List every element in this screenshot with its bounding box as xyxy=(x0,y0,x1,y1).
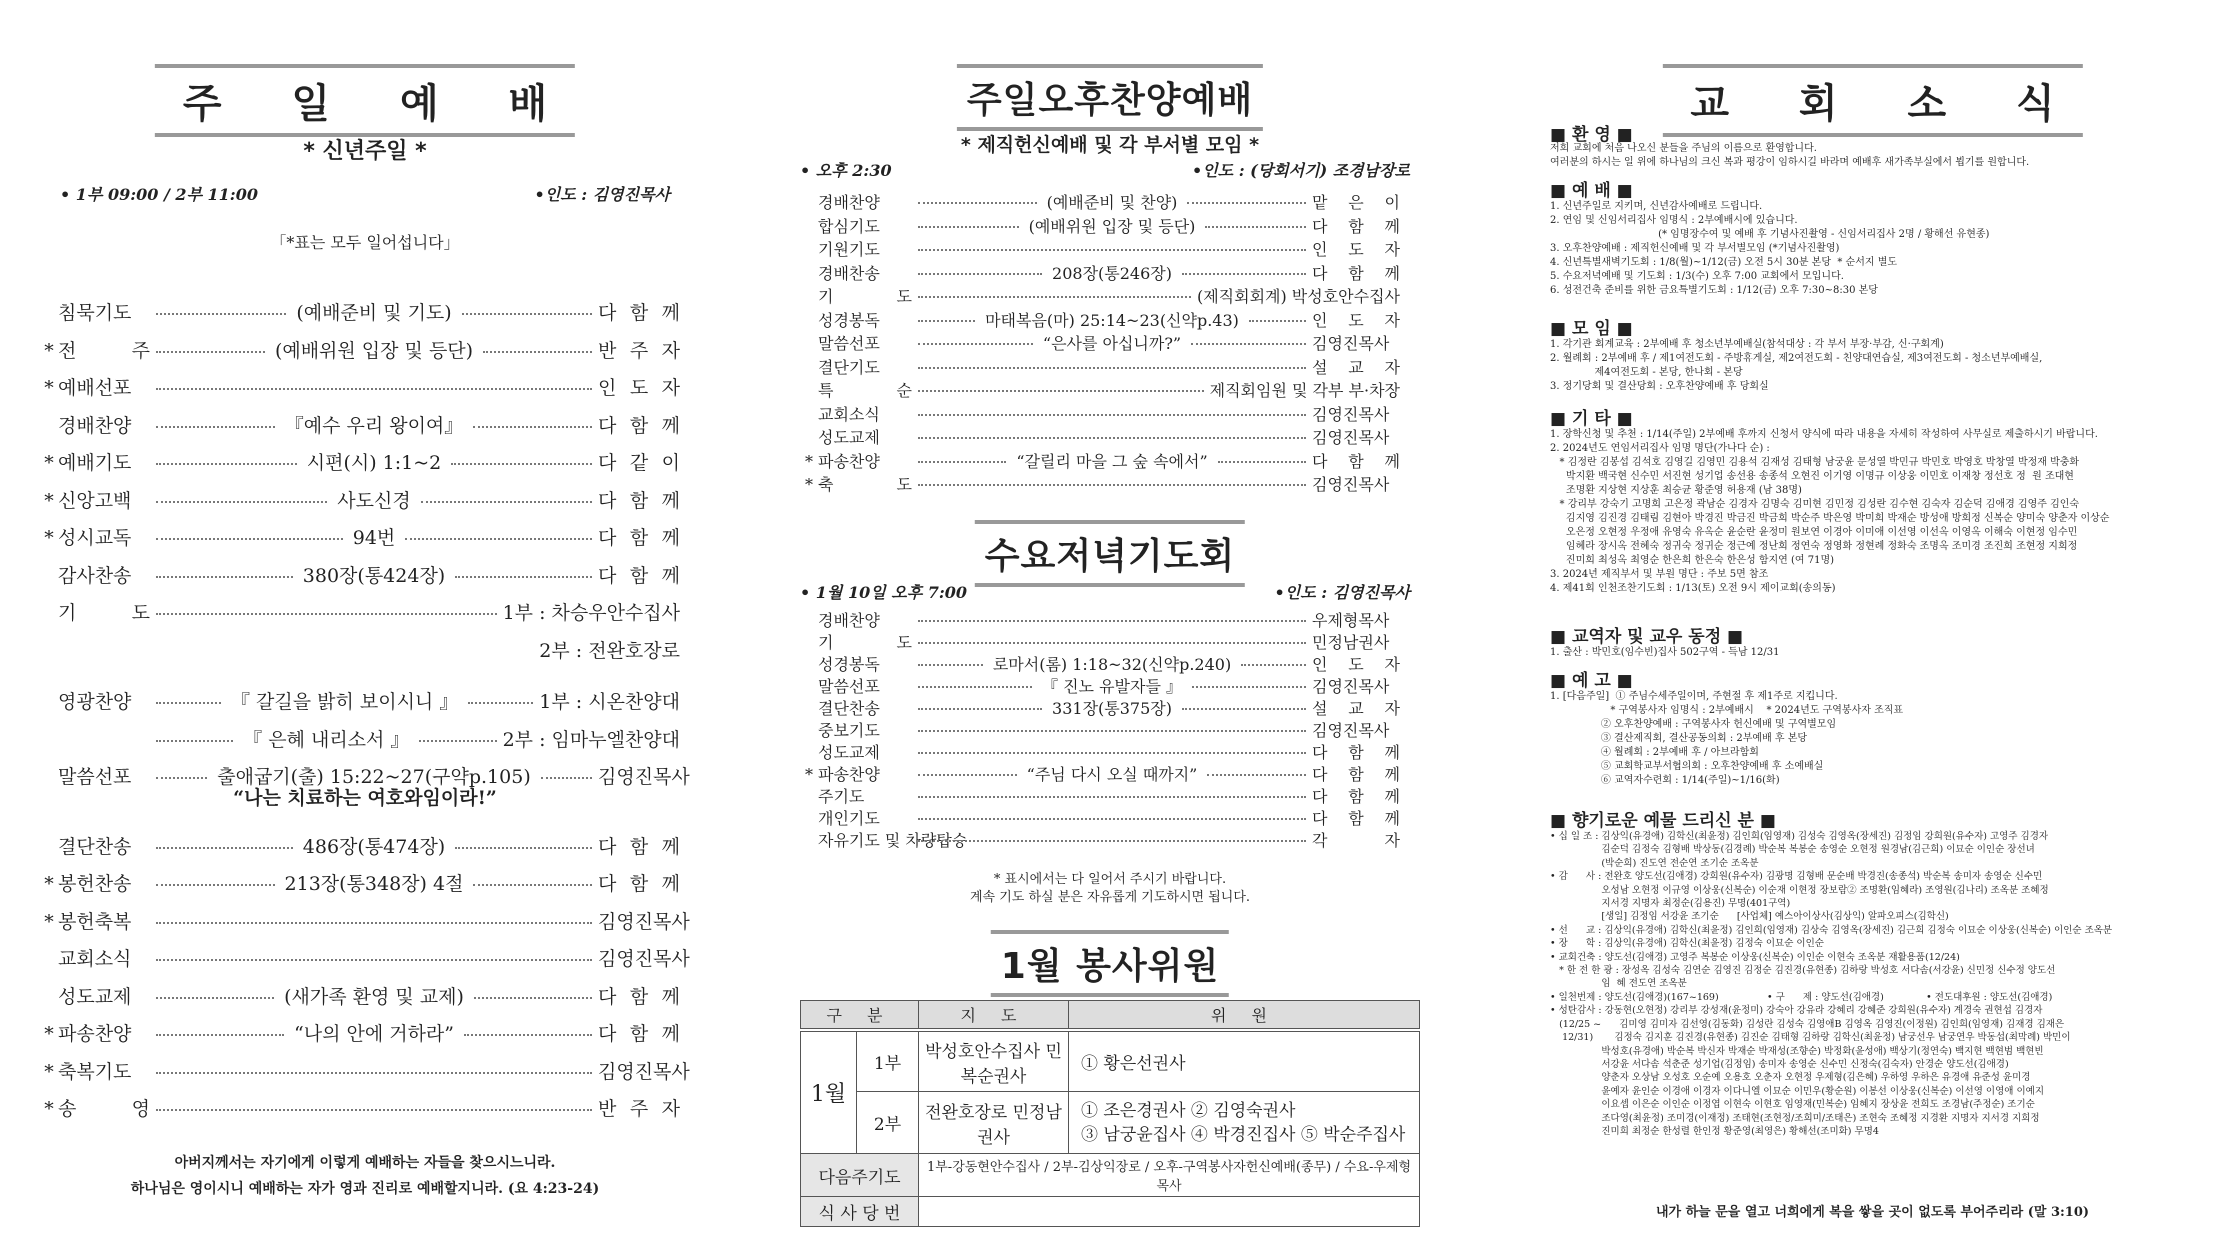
order-person: 1부 : 차승우안수집사 xyxy=(502,602,680,624)
order-person: 다 함 께 xyxy=(1312,451,1401,471)
order-content: 208장(통246장) xyxy=(1052,263,1172,283)
leader-dots xyxy=(462,313,592,315)
leader-dots xyxy=(156,740,233,742)
order-content: (새가족 환영 및 교제) xyxy=(284,985,464,1008)
order-row xyxy=(40,725,680,752)
afternoon-time: • 오후 2:30 xyxy=(800,161,892,180)
leader-dots xyxy=(918,226,1019,228)
order-label: 기 도 xyxy=(818,287,912,306)
order-label: 경배찬양 xyxy=(818,611,880,630)
order-row xyxy=(800,630,1400,653)
leader-dots xyxy=(156,702,221,704)
order-person: 다 함 께 xyxy=(598,414,680,437)
part-1-leader: 박성호안수집사 민복순권사 xyxy=(919,1032,1069,1092)
leader-dots xyxy=(156,463,297,465)
leader-dots xyxy=(918,390,1204,392)
leader-dots xyxy=(1241,664,1306,666)
order-label: 축복기도 xyxy=(58,1060,132,1083)
order-row xyxy=(800,214,1400,237)
leader-dots xyxy=(1207,774,1306,776)
order-person: 설 교 자 xyxy=(1312,357,1400,377)
church-news-column xyxy=(1530,0,2215,1240)
order-row xyxy=(40,944,690,971)
order-label: 말씀선포 xyxy=(818,677,880,696)
order-row xyxy=(800,784,1400,807)
order-content: 『 갈길을 밝히 보이시니 』 xyxy=(230,691,459,713)
order-person: 반 주 자 xyxy=(598,1098,680,1120)
order-row xyxy=(40,1094,680,1121)
etc-text: 1. 장학신청 및 추천 : 1/14(주일) 2부예배 후까지 신청서 양식에 따라 내용을 자세히 작성하여 사무실로 제출하시기 바랍니다. 2. 2024년도 연임서리집사 임명 명단(가나다 순) : * 김정란 김봉섭 김석호 김영길 김영민 김용석 김재성 김태형 남궁윤 문성열 박민규 박민호 박영호 박창열 박정재 박충화 박지환 백국현 신수민 서진현 성기업 송선용 송종석 오현진 이기영 이명규 이상웅 이민호 이재창 정선호 정 원 조대현 조명환 지상현 지상훈 최승균 황준영 허용재 (남 38명) * 강리부 강숙기 고명희 고은정 곽남순 김경자 김명숙 김미현 김민정 김성란 김수현 김숙자 김순덕 김애경 김영주 김인숙 김지영 김진경 김태림 김현아 박경진 박금진 박금희 박순주 박은영 박미희 박재순 방성애 방희정 신복순 양미숙 양춘자 이상순 오은정 오현정 우정애 유영숙 유옥순 윤순란 윤정미 원보연 이경아 이미애 이선영 이선옥 이영옥 이해숙 이현정 임수민 임혜라 장시옥 전혜숙 정귀숙 정귀순 정근예 정난희 정연숙 정영화 정현례 정화숙 조명옥 조미경 조진희 조현정 지희정 진미희 최성옥 최영순 한은희 한은숙 한은성 함지연 (여 71명) 3. 2024년 제직부서 및 부원 명단 : 주보 5면 참조 4. 제41회 인천조찬기도회 : 1/13(토) 오전 9시 제이교회(송의동) xyxy=(1550,429,2110,594)
service-leader: •인도 : 김영진목사 xyxy=(534,185,670,204)
order-person: 김영진목사 xyxy=(1312,334,1390,353)
news-footer: 내가 하늘 문을 열고 너희에게 복을 쌓을 곳이 없도록 부어주리라 (말 3:10) xyxy=(1655,1205,2090,1220)
leader-dots xyxy=(541,777,592,779)
order-content: 213장(통348장) 4절 xyxy=(284,873,464,895)
order-label: 성경봉독 xyxy=(818,655,880,674)
order-row xyxy=(800,402,1400,425)
order-label: 기원기도 xyxy=(818,240,880,259)
order-row xyxy=(800,425,1400,448)
order-content: 마태복음(마) 25:14~23(신약p.43) xyxy=(985,310,1239,330)
leader-dots xyxy=(1191,343,1306,345)
order-label: 말씀선포 xyxy=(818,334,880,353)
order-label: 침묵기도 xyxy=(58,302,132,324)
leader-dots xyxy=(918,840,1306,842)
worship-text: 1. 신년주일로 지키며, 신년감사예배로 드립니다. 2. 연임 및 신임서리집사 임명식 : 2부예배시에 있습니다. (* 임명장수여 및 예배 후 기념사진촬영 - 신임서리집사 2명 / 황해선 유현종) 3. 오후찬양예배 : 제직헌신예배 및 각 부서별모임 (*기념사진촬영) 4. 신년특별새벽기도회 : 1/8(월)~1/12(금) 오전 5시 30분 본당 * 순서지 별도 5. 수요저녁예배 및 기도회 : 1/3(수) 오후 7:00 교회에서 모입니다. 6. 성전건축 준비를 위한 금요특별기도회 : 1/12(금) 오후 7:30~8:30 본당 xyxy=(1550,201,1990,296)
order-row xyxy=(800,762,1400,785)
leader-dots xyxy=(473,884,592,886)
order-content: 사도신경 xyxy=(337,489,411,512)
leader-dots xyxy=(1182,708,1306,710)
stand-marker: * xyxy=(44,1098,54,1120)
order-label: 경배찬양 xyxy=(58,414,132,437)
leader-dots xyxy=(156,922,592,924)
leader-dots xyxy=(156,313,286,315)
order-row xyxy=(800,449,1400,472)
order-content: (예배준비 및 찬양) xyxy=(1046,193,1178,212)
leader-dots xyxy=(156,652,533,653)
order-label: 결단기도 xyxy=(818,357,880,377)
order-row xyxy=(800,652,1400,675)
header-leader: 지 도 xyxy=(919,1001,1069,1029)
leader-dots xyxy=(1218,461,1306,463)
order-content: “은사를 아십니까?” xyxy=(1042,334,1182,353)
leader-dots xyxy=(156,997,274,999)
order-person: 김영진목사 xyxy=(1312,428,1390,447)
staff-news-heading: ■ 교역자 및 교우 동정 ■ xyxy=(1550,627,1744,647)
order-label: 송 영 xyxy=(58,1098,150,1120)
order-row xyxy=(40,832,680,859)
sunday-worship-title: 주 일 예 배 xyxy=(155,64,575,137)
table-row xyxy=(801,1197,1420,1227)
leader-dots xyxy=(156,576,293,578)
order-content: “주님 다시 오실 때까지” xyxy=(1026,765,1198,784)
leader-dots xyxy=(918,796,1306,798)
order-row xyxy=(40,411,680,438)
leader-dots xyxy=(1182,273,1306,275)
sermon-title: “나는 치료하는 여호와임이라!” xyxy=(233,787,497,809)
order-label: 합심기도 xyxy=(818,216,880,236)
part-2-members-line-2: ③ 남궁윤집사 ④ 박경진집사 ⑤ 박순주집사 xyxy=(1081,1124,1406,1145)
month-cell: 1월 xyxy=(801,1032,857,1154)
order-row xyxy=(40,869,680,896)
leader-dots xyxy=(918,664,983,666)
order-person: 제직회임원 및 각부 부·차장 xyxy=(1209,381,1400,400)
next-prayer-value: 1부-강동현안수집사 / 2부-김상익장로 / 오후-구역봉사자헌신예배(종무) / 수요-우제형목사 xyxy=(919,1154,1420,1197)
afternoon-worship-column xyxy=(760,0,1460,1240)
order-person: 다 함 께 xyxy=(598,1023,681,1045)
staff-news-text: 1. 출산 : 박민호(임수빈)집사 502구역 - 득남 12/31 xyxy=(1550,647,1780,658)
wednesday-note-2: 계속 기도 하실 분은 자유롭게 기도하시면 됩니다. xyxy=(969,890,1251,905)
leader-dots xyxy=(455,847,592,849)
leader-dots xyxy=(156,613,497,615)
sunday-worship-column xyxy=(0,0,730,1240)
order-label: 예배기도 xyxy=(58,452,132,474)
order-person: 다 함 께 xyxy=(598,489,681,512)
stand-marker: * xyxy=(44,489,54,512)
order-label: 결단찬송 xyxy=(818,699,880,718)
order-person: 인 도 자 xyxy=(598,377,680,399)
order-person: 다 함 께 xyxy=(598,873,680,895)
preview-heading: ■ 예 고 ■ xyxy=(1550,671,1633,691)
meal-duty-label: 식 사 당 번 xyxy=(801,1197,919,1227)
order-label: 성경봉독 xyxy=(818,310,880,330)
leader-dots xyxy=(918,708,1042,710)
leader-dots xyxy=(1249,320,1306,322)
order-row xyxy=(40,1057,690,1084)
leader-dots xyxy=(918,461,1006,463)
leader-dots xyxy=(918,484,1306,486)
part-1-members: ① 황은선권사 xyxy=(1069,1032,1420,1092)
next-prayer-label: 다음주기도 xyxy=(801,1154,919,1197)
stand-marker: * xyxy=(44,377,54,399)
leader-dots xyxy=(405,538,592,540)
order-person: 김영진목사 xyxy=(598,910,690,933)
offering-heading: ■ 향기로운 예물 드리신 분 ■ xyxy=(1550,811,1776,831)
order-label: 기 도 xyxy=(818,633,912,652)
leader-dots xyxy=(918,273,1042,275)
wednesday-prayer-title: 수요저녁기도회 xyxy=(975,520,1245,587)
sunday-worship-subtitle: * 신년주일 * xyxy=(303,139,427,164)
leader-dots xyxy=(918,296,1191,298)
order-label: 교회소식 xyxy=(818,404,880,424)
order-label: 중보기도 xyxy=(818,721,880,740)
order-row xyxy=(40,523,680,550)
order-content: 로마서(롬) 1:18~32(신약p.240) xyxy=(992,655,1232,674)
order-label: 신앙고백 xyxy=(58,489,132,512)
leader-dots xyxy=(918,437,1306,439)
leader-dots xyxy=(474,997,592,999)
order-person: (제직회회계) 박성호안수집사 xyxy=(1196,287,1400,306)
leader-dots xyxy=(483,351,592,353)
order-label: 성도교제 xyxy=(58,985,132,1008)
header-category: 구 분 xyxy=(801,1001,919,1029)
order-label: 기 도 xyxy=(58,602,150,624)
footer-line-2: 하나님은 영이시니 예배하는 자가 영과 진리로 예배할지니라. (요 4:23-24) xyxy=(130,1181,600,1197)
order-label: 말씀선포 xyxy=(58,766,132,788)
order-content: 94번 xyxy=(352,527,396,549)
leader-dots xyxy=(918,343,1033,345)
header-members: 위 원 xyxy=(1069,1001,1420,1029)
stand-marker: * xyxy=(805,475,813,494)
order-person: 각 자 xyxy=(1312,831,1400,850)
order-row xyxy=(40,687,680,714)
table-row xyxy=(801,1092,1420,1154)
order-content: 『 은혜 내리소서 』 xyxy=(243,728,410,751)
order-label: 예배선포 xyxy=(58,377,132,399)
leader-dots xyxy=(918,620,1306,622)
leader-dots xyxy=(918,320,975,322)
order-person: 다 함 께 xyxy=(1312,216,1401,236)
wednesday-time: • 1월 10일 오후 7:00 xyxy=(800,583,968,602)
church-news-title: 교 회 소 식 xyxy=(1662,64,2082,137)
leader-dots xyxy=(918,774,1017,776)
leader-dots xyxy=(464,1034,592,1036)
order-person: 우제형목사 xyxy=(1312,611,1390,630)
order-label: 교회소식 xyxy=(58,948,132,970)
order-content: 331장(통375장) xyxy=(1052,699,1172,718)
order-person: 2부 : 전완호장로 xyxy=(539,639,680,662)
leader-dots xyxy=(156,884,275,886)
leader-dots xyxy=(451,463,592,465)
order-person: 김영진목사 xyxy=(598,766,690,788)
order-row xyxy=(800,740,1400,763)
order-content: 『예수 우리 왕이여』 xyxy=(284,414,464,437)
order-row xyxy=(800,190,1400,213)
order-person: 다 같 이 xyxy=(598,452,681,474)
order-label: 특 순 xyxy=(818,381,912,400)
order-person: 다 함 께 xyxy=(1312,263,1400,283)
order-label: 개인기도 xyxy=(818,809,880,828)
order-row xyxy=(800,674,1400,697)
leader-dots xyxy=(419,740,496,742)
leader-dots xyxy=(468,702,533,704)
meal-duty-value xyxy=(919,1197,1420,1227)
order-row xyxy=(40,907,690,934)
order-content: 출애굽기(출) 15:22~27(구약p.105) xyxy=(217,766,531,788)
order-person: 다 함 께 xyxy=(598,302,681,324)
order-label: 봉헌축복 xyxy=(58,910,132,933)
stand-marker: * xyxy=(44,1023,54,1045)
order-row xyxy=(40,636,680,663)
wednesday-leader: •인도 : 김영진목사 xyxy=(1274,583,1410,602)
order-person: 인 도 자 xyxy=(1312,310,1400,330)
order-row xyxy=(40,486,680,513)
meeting-heading: ■ 모 임 ■ xyxy=(1550,319,1633,339)
standing-note: 「*표는 모두 일어섭니다」 xyxy=(270,233,460,252)
order-label: 성도교제 xyxy=(818,743,880,762)
order-person: 김영진목사 xyxy=(1312,677,1390,696)
table-row xyxy=(801,1032,1420,1092)
order-row xyxy=(40,598,680,625)
order-person: 설 교 자 xyxy=(1312,699,1400,718)
order-person: 다 함 께 xyxy=(1312,765,1401,784)
part-2-members xyxy=(1069,1092,1420,1154)
stand-marker: * xyxy=(44,452,54,474)
leader-dots xyxy=(1187,202,1306,204)
service-time: • 1부 09:00 / 2부 11:00 xyxy=(60,185,258,204)
order-row xyxy=(800,284,1400,307)
order-row xyxy=(40,298,680,325)
order-label: 결단찬송 xyxy=(58,835,132,858)
order-label: 주기도 xyxy=(818,787,865,806)
leader-dots xyxy=(918,414,1306,416)
order-content: (예배준비 및 기도) xyxy=(296,302,452,324)
order-row xyxy=(800,237,1400,260)
order-person: 2부 : 임마누엘찬양대 xyxy=(502,728,680,751)
stand-marker: * xyxy=(805,765,813,784)
order-person: 김영진목사 xyxy=(1312,721,1390,740)
order-row xyxy=(800,355,1400,378)
leader-dots xyxy=(918,730,1306,732)
leader-dots xyxy=(156,847,293,849)
order-label: 영광찬양 xyxy=(58,691,132,713)
leader-dots xyxy=(455,576,592,578)
order-person: 다 함 께 xyxy=(598,527,680,549)
order-label: 자유기도 및 차량탑승 xyxy=(818,831,968,850)
leader-dots xyxy=(918,686,1032,688)
order-row xyxy=(40,336,680,363)
order-person: 김영진목사 xyxy=(1312,475,1390,494)
leader-dots xyxy=(918,642,1306,644)
leader-dots xyxy=(918,249,1306,251)
table-header-row xyxy=(801,1001,1420,1029)
order-content: “갈릴리 마을 그 숲 속에서” xyxy=(1016,451,1208,471)
order-label: 감사찬송 xyxy=(58,564,132,587)
welcome-heading: ■ 환 영 ■ xyxy=(1550,125,1633,145)
part-2-leader: 전완호장로 민정남권사 xyxy=(919,1092,1069,1154)
order-person: 김영진목사 xyxy=(1312,404,1390,424)
order-row xyxy=(40,561,680,588)
service-committee-table xyxy=(800,1000,1420,1029)
order-person: 다 함 께 xyxy=(598,985,680,1008)
order-row xyxy=(800,331,1400,354)
order-person: 인 도 자 xyxy=(1312,655,1401,674)
order-person: 민정남권사 xyxy=(1312,633,1390,652)
table-row xyxy=(801,1154,1420,1197)
order-person: 다 함 께 xyxy=(1312,743,1400,762)
order-row xyxy=(800,378,1400,401)
part-2-members-line-1: ① 조은경권사 ② 김영숙권사 xyxy=(1081,1100,1296,1121)
leader-dots xyxy=(1205,226,1306,228)
leader-dots xyxy=(918,367,1306,369)
order-row xyxy=(800,828,1400,851)
order-row xyxy=(800,806,1400,829)
order-content: 380장(통424장) xyxy=(302,564,446,587)
worship-heading: ■ 예 배 ■ xyxy=(1550,181,1633,201)
worship-footer xyxy=(0,1150,730,1202)
part-2-cell: 2부 xyxy=(857,1092,919,1154)
order-row xyxy=(800,261,1400,284)
order-content: (예배위원 입장 및 등단) xyxy=(274,339,474,362)
order-label: 성도교제 xyxy=(818,428,880,447)
leader-dots xyxy=(156,959,592,961)
order-row xyxy=(800,696,1400,719)
order-content: “나의 안에 거하라” xyxy=(294,1023,454,1045)
order-row xyxy=(40,373,680,400)
order-person: 김영진목사 xyxy=(598,1060,690,1083)
order-label: 축 도 xyxy=(818,475,912,494)
service-committee-body xyxy=(800,1031,1420,1227)
order-person: 인 도 자 xyxy=(1312,240,1400,259)
stand-marker: * xyxy=(44,1060,54,1083)
stand-marker: * xyxy=(44,873,54,895)
afternoon-leader: •인도 : (당회서기) 조경남장로 xyxy=(1191,161,1410,180)
part-1-cell: 1부 xyxy=(857,1032,919,1092)
order-row xyxy=(800,472,1400,495)
preview-text: 1. [다음주일] ① 주님수세주일이며, 주현절 후 제1주로 지킵니다. * 구역봉사자 임명식 : 2부예배시 * 2024년도 구역봉사자 조직표 ② 오후찬양예배 : 구역봉사자 헌신예배 및 구역별모임 ③ 결산제직회, 결산공동의회 : 2부예배 후 본당 ④ 월례회 : 2부예배 후 / 아브라함회 ⑤ 교회학교부서협의회 : 오후찬양예배 후 소예배실 ⑥ 교역자수련회 : 1/14(주일)~1/16(화) xyxy=(1550,691,1904,786)
order-content: 시편(시) 1:1~2 xyxy=(306,452,442,474)
leader-dots xyxy=(918,818,1306,820)
leader-dots xyxy=(156,426,275,428)
order-row xyxy=(800,718,1400,741)
order-person: 다 함 께 xyxy=(598,564,681,587)
leader-dots xyxy=(156,501,327,503)
order-content: (예배위원 입장 및 등단) xyxy=(1028,216,1196,236)
offering-text: • 십 일 조 : 김상익(유경애) 김학신(최윤정) 김인희(임영재) 김성숙 김영옥(장세진) 김정임 강희원(유수자) 고영주 김경자 김순덕 김정숙 김형배 박상동(김경례) 박순복 복봉순 송영순 오현정 원경남(김근희) 이묘순 이인순 장선녀 (박순희) 진도연 전순연 조기순 조옥분 • 감 사 : 전완호 양도선(김애경) 강희원(유수자) 김광명 김형배 문순배 박경진(송종석) 박순복 송미자 송영순 신수민 오성남 오현정 이규영 이상웅(신복순) 이순재 이현정 장보람② 조명환(임혜라) 조영원(김나리) 조옥분 조혜정 지서경 지명자 최정순(김용진) 무명(401구역) [생일] 김정임 서강윤 조기순 [사업체] 예스아이상사(김상익) 알파오피스(김학신) • 선 교 : 김상익(유경애) 김학신(최윤정) 김인희(임영재) 김상숙 김영옥(장세진) 김근희 김정숙 이묘순 이상웅(신복순) 이인순 조옥분 • 장 학 : 김상익(유경애) 김학신(최윤정) 김정숙 이묘순 이인순 • 교회건축 : 양도선(김애경) 고영주 복봉순 이상웅(신복순) 이인순 이현숙 조옥분 재활용품(12/24) * 한 전 한 광 : 장성옥 김성숙 김연순 김영진 김정순 김진경(유현종) 김하랑 박성호 서다솜(서강윤) 신민정 신수정 양도선 임 혜 전도연 조옥분 • 일천번제 : 양도선(김애경)(167~169) • 구 제 : 양도선(김애경) • 전도대후원 : 양도선(김애경) • 성탄감사 : 강동현(오현정) 강리부 강성재(윤정미) 강숙아 강유라 강혜리 강혜준 강희원(유수자) 계경숙 권현섭 김경자 (12/25 ~ 김미영 김미자 김선영(김동화) 김성란 김성숙 김영애B 김영옥 김영진(이정원) 김인희(임영재) 김재경 김재은 12/31) 김정숙 김지훈 김진경(유현종) 김진순 김태형 김하랑 김학신(최윤정) 남궁선우 남궁연우 박동섭(최막례) 박민이 박성호(유경애) 박순복 박신자 박재순 박재성(조향순) 박정화(윤성애) 백상기(정연숙) 백지현 백현범 백현빈 서강윤 서다솜 석춘준 성기업(김정임) 송미자 송영순 신수민 신정숙(김숙자) 안경순 양도선(김애경) 양춘자 오상남 오성호 오순예 오용호 오춘자 오현정 우제형(김은혜) 우하영 우하은 유경애 유준성 윤미경 윤예자 윤인순 이경애 이경자 이다니엘 이묘순 이민우(황순원) 이봉선 이상웅(신복순) 이선영 이영애 이예지 이요셉 이은순 이인순 이정엽 이현숙 이현호 임영재(민복순) 임혜지 장상윤 전희도 조경남(주정순) 조기순 조다영(최윤정) 조미경(이재정) 조태현(조현정/조희미/조태은) 조현숙 조혜정 지경환 지명자 지서경 지희정 진미희 최정순 한성렬 한인정 황준영(최영은) 황해선(조미화) 무명4 xyxy=(1550,831,2113,1137)
leader-dots xyxy=(156,1109,592,1111)
order-person: 다 함 께 xyxy=(598,835,681,858)
etc-heading: ■ 기 타 ■ xyxy=(1550,409,1633,429)
order-label: 파송찬양 xyxy=(818,765,880,784)
order-person: 1부 : 시온찬양대 xyxy=(539,691,680,713)
service-committee-title: 1월 봉사위원 xyxy=(991,930,1229,997)
order-person: 맡 은 이 xyxy=(1312,193,1401,212)
order-label: 성시교독 xyxy=(58,527,132,549)
leader-dots xyxy=(156,538,343,540)
order-label: 경배찬송 xyxy=(818,263,880,283)
leader-dots xyxy=(156,388,592,390)
order-person: 김영진목사 xyxy=(598,948,690,970)
order-label: 경배찬양 xyxy=(818,193,880,212)
meeting-text: 1. 각기관 회계교육 : 2부예배 후 청소년부예배실(참석대상 : 각 부서 부장·부감, 신·구회계) 2. 월례회 : 2부예배 후 / 제1여전도회 - 주방휴게실, 제2여전도회 - 친양대연습실, 제3여전도회 - 청소년부예배실, 제4여전도회 - 본당, 한나회 - 본당 3. 정기당회 및 결산당회 : 오후찬양예배 후 당회실 xyxy=(1550,339,2043,392)
leader-dots xyxy=(473,426,592,428)
order-person: 다 함 께 xyxy=(1312,787,1400,806)
stand-marker: * xyxy=(44,527,54,549)
order-content: 486장(통474장) xyxy=(302,835,446,858)
wednesday-note-1: * 표시에서는 다 일어서 주시기 바랍니다. xyxy=(993,872,1227,887)
leader-dots xyxy=(156,1034,284,1036)
leader-dots xyxy=(1192,686,1306,688)
leader-dots xyxy=(156,777,207,779)
stand-marker: * xyxy=(44,339,54,362)
stand-marker: * xyxy=(805,451,813,471)
leader-dots xyxy=(421,501,592,503)
order-row xyxy=(800,308,1400,331)
leader-dots xyxy=(156,351,265,353)
footer-line-1: 아버지께서는 자기에게 이렇게 예배하는 자들을 찾으시느니라. xyxy=(174,1155,556,1171)
welcome-text: 저희 교회에 처음 나오신 분들을 주님의 이름으로 환영합니다. 여러분의 하시는 일 위에 하나님의 크신 복과 평강이 임하시길 바라며 예배후 새가족부실에서 뵙기를 원합니다. xyxy=(1550,143,2030,168)
order-person: 다 함 께 xyxy=(1312,809,1400,828)
leader-dots xyxy=(156,1072,592,1074)
order-label: 봉헌찬송 xyxy=(58,873,132,895)
order-row xyxy=(40,982,680,1009)
order-label: 전 주 xyxy=(58,339,150,362)
afternoon-worship-title: 주일오후찬양예배 xyxy=(957,64,1263,131)
leader-dots xyxy=(918,752,1306,754)
order-label: 파송찬양 xyxy=(58,1023,132,1045)
order-person: 반 주 자 xyxy=(598,339,681,362)
order-content: 『 진노 유발자들 』 xyxy=(1042,677,1182,696)
order-row xyxy=(800,608,1400,631)
stand-marker: * xyxy=(44,910,54,933)
order-row xyxy=(40,1019,680,1046)
afternoon-worship-subtitle: * 제직헌신예배 및 각 부서별 모임 * xyxy=(960,134,1260,156)
leader-dots xyxy=(918,202,1037,204)
order-row xyxy=(40,448,680,475)
order-label: 파송찬양 xyxy=(818,451,880,471)
